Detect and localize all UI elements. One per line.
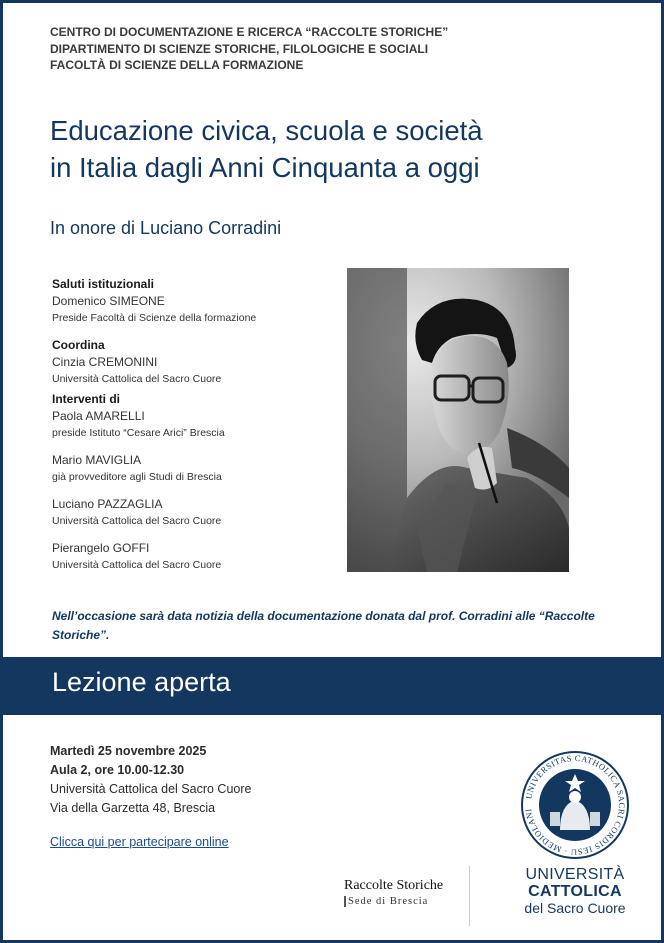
event-title-line-2: in Italia dagli Anni Cinquanta a oggi (50, 152, 480, 183)
event-title (50, 112, 483, 186)
raccolte-storiche-logo (344, 878, 469, 907)
university-seal-icon (520, 750, 630, 860)
speaker-affiliation: Università Cattolica del Sacro Cuore (52, 515, 222, 527)
wordmark-line-1: UNIVERSITÀ (525, 866, 625, 883)
event-details (50, 742, 251, 818)
speaker-affiliation: Università Cattolica del Sacro Cuore (52, 559, 222, 571)
svg-text:UNIVERSITAS CATHOLICA SACRI CO: UNIVERSITAS CATHOLICA SACRI CORDIS IESU · MEDIOLANI (523, 752, 628, 858)
event-title-line-1: Educazione civica, scuola e società (50, 115, 483, 146)
speaker-name: Luciano PAZZAGLIA (52, 497, 163, 511)
speaker-affiliation: Preside Facoltà di Scienze della formazione (52, 312, 257, 324)
interventi-heading: Interventi di (52, 392, 121, 406)
band-title: Lezione aperta (52, 667, 231, 697)
raccolte-storiche-sede: Sede di Brescia (344, 896, 469, 907)
program (52, 276, 342, 574)
speaker-name: Mario MAVIGLIA (52, 453, 142, 467)
institution-header (50, 24, 448, 74)
event-place: Università Cattolica del Sacro Cuore (50, 782, 252, 796)
logo-divider (469, 866, 470, 926)
speaker-name: Paola AMARELLI (52, 409, 145, 423)
universita-cattolica-wordmark (520, 866, 630, 916)
institution-line-2: DIPARTIMENTO DI SCIENZE STORICHE, FILOLOGICHE E SOCIALI (50, 41, 429, 56)
event-time: Aula 2, ore 10.00-12.30 (50, 763, 185, 777)
speaker-affiliation: preside Istituto “Cesare Arici” Brescia (52, 427, 225, 439)
event-subtitle: In onore di Luciano Corradini (50, 218, 282, 238)
lecture-band (3, 657, 661, 715)
speaker-name: Pierangelo GOFFI (52, 541, 150, 555)
saluti-heading: Saluti istituzionali (52, 277, 155, 291)
portrait-photo (347, 268, 569, 572)
speaker-affiliation: già provveditore agli Studi di Brescia (52, 471, 222, 483)
wordmark-line-2: CATTOLICA (528, 883, 622, 900)
speaker-name: Domenico SIMEONE (52, 294, 165, 308)
coordina-heading: Coordina (52, 338, 105, 352)
event-date: Martedì 25 novembre 2025 (50, 744, 207, 758)
donation-note: Nell’occasione sarà data notizia della documentazione donata dal prof. Corradini alle “Raccolte Storiche”. (52, 609, 595, 642)
raccolte-storiche-name: Raccolte Storiche (344, 878, 444, 893)
wordmark-line-3: del Sacro Cuore (524, 900, 626, 916)
institution-line-3: FACOLTÀ DI SCIENZE DELLA FORMAZIONE (50, 58, 304, 72)
online-participation-link[interactable]: Clicca qui per partecipare online (50, 835, 229, 849)
institution-line-1: CENTRO DI DOCUMENTAZIONE E RICERCA “RACCOLTE STORICHE” (50, 25, 449, 39)
speaker-name: Cinzia CREMONINI (52, 355, 158, 369)
event-address: Via della Garzetta 48, Brescia (50, 801, 216, 815)
speaker-affiliation: Università Cattolica del Sacro Cuore (52, 373, 222, 385)
